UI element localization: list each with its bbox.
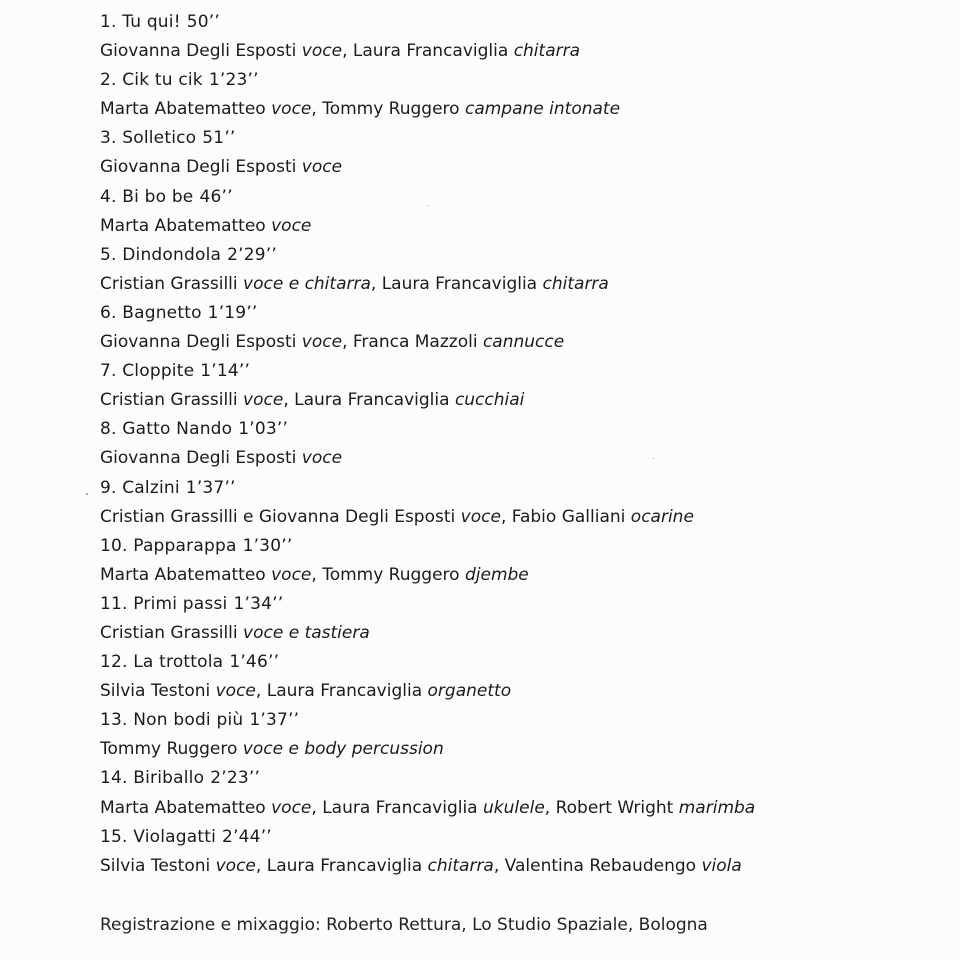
- track-credits-line: Marta Abatematteo voce, Tommy Ruggero djembe: [100, 564, 529, 585]
- track-credits-line: Giovanna Degli Esposti voce, Franca Mazzoli cannucce: [100, 332, 565, 353]
- performer-name: Silvia Testoni: [100, 855, 211, 876]
- track-title: Cik tu cik: [122, 70, 203, 91]
- performer-instrument: voce: [301, 448, 343, 469]
- performer-name: Laura Francaviglia: [322, 797, 478, 818]
- performer-name: Tommy Ruggero: [322, 564, 460, 585]
- track-title: Biriballo: [133, 768, 205, 789]
- track-title-line: [100, 648, 920, 677]
- tracklist: [100, 8, 920, 881]
- performer-name: Laura Francaviglia: [381, 273, 538, 294]
- performer-name: Laura Francaviglia: [294, 390, 450, 411]
- track-item: [100, 299, 920, 357]
- performer-instrument: voce e chitarra: [243, 273, 371, 294]
- track-title: Bagnetto: [122, 302, 202, 323]
- performer-name: Fabio Galliani: [511, 506, 626, 527]
- track-duration: 46’’: [199, 186, 233, 207]
- performer-instrument: djembe: [464, 564, 529, 585]
- track-title-line: [100, 706, 920, 735]
- track-item: [100, 241, 920, 299]
- performer-instrument: voce e body percussion: [242, 739, 444, 760]
- performer-name: Marta Abatematteo: [100, 99, 266, 120]
- track-title: Gatto Nando: [122, 419, 233, 440]
- recording-credits: Registrazione e mixaggio: Roberto Rettura, Lo Studio Spaziale, Bologna: [100, 915, 708, 935]
- track-item: [100, 590, 920, 648]
- track-title: La trottola: [133, 652, 224, 673]
- performer-name: Marta Abatematteo: [100, 215, 266, 236]
- track-credits-line: [100, 735, 920, 764]
- track-number: 4.: [100, 186, 117, 207]
- performer-instrument: voce: [271, 215, 312, 236]
- track-number: 2.: [100, 70, 117, 91]
- performer-instrument: organetto: [427, 681, 512, 702]
- track-duration: 1’14’’: [200, 361, 251, 382]
- performer-instrument: voce: [301, 332, 343, 353]
- performer-name: Cristian Grassilli: [100, 273, 238, 294]
- track-credits-line: Cristian Grassilli e Giovanna Degli Esposti voce, Fabio Galliani ocarine: [100, 506, 694, 527]
- track-credits-line: Cristian Grassilli voce e chitarra, Laura Francaviglia chitarra: [100, 273, 609, 294]
- performer-instrument: voce: [301, 41, 343, 62]
- performer-name: Laura Francaviglia: [266, 855, 423, 876]
- track-credits-line: Marta Abatematteo voce, Laura Francaviglia ukulele, Robert Wright marimba: [100, 797, 756, 818]
- track-number: 9.: [100, 477, 117, 498]
- track-title: Bi bo be: [122, 186, 194, 207]
- performer-instrument: chitarra: [427, 855, 494, 876]
- track-number: 10.: [100, 535, 128, 556]
- track-title-line: [100, 66, 920, 95]
- track-title-line: [100, 183, 920, 212]
- track-number: 7.: [100, 361, 117, 382]
- track-number: 3.: [100, 128, 117, 149]
- track-title-line: [100, 532, 920, 561]
- performer-instrument: ocarine: [630, 506, 694, 527]
- track-title: Dindondola: [122, 244, 222, 265]
- performer-instrument: chitarra: [542, 273, 609, 294]
- performer-name: Valentina Rebaudengo: [504, 855, 697, 876]
- scan-speck: [86, 493, 88, 495]
- track-duration: 1’23’’: [208, 70, 259, 91]
- performer-name: Giovanna Degli Esposti: [100, 448, 297, 469]
- performer-instrument: voce e tastiera: [243, 622, 370, 643]
- performer-name: Cristian Grassilli e Giovanna Degli Esposti: [100, 506, 456, 527]
- performer-instrument: voce: [215, 855, 256, 876]
- performer-name: Giovanna Degli Esposti: [100, 332, 297, 353]
- track-title-line: [100, 474, 920, 503]
- track-item: [100, 764, 920, 822]
- track-title: Calzini: [122, 477, 180, 498]
- track-title: Non bodi più: [133, 710, 244, 731]
- track-item: [100, 823, 920, 881]
- track-duration: 1’30’’: [242, 535, 293, 556]
- performer-name: Laura Francaviglia: [266, 681, 423, 702]
- performer-name: Laura Francaviglia: [352, 41, 509, 62]
- track-duration: 1’03’’: [238, 419, 289, 440]
- performer-name: Cristian Grassilli: [100, 622, 238, 643]
- track-item: [100, 8, 920, 66]
- track-credits-line: Silvia Testoni voce, Laura Francaviglia organetto: [100, 681, 512, 702]
- track-title-line: [100, 590, 920, 619]
- track-duration: 1’37’’: [185, 477, 236, 498]
- track-duration: 1’46’’: [229, 652, 280, 673]
- track-title: Cloppite: [122, 361, 195, 382]
- track-number: 14.: [100, 768, 128, 789]
- track-credits-line: Cristian Grassilli voce, Laura Francaviglia cucchiai: [100, 390, 525, 411]
- track-title: Papparappa: [133, 535, 237, 556]
- track-item: [100, 183, 920, 241]
- track-item: [100, 532, 920, 590]
- performer-instrument: marimba: [678, 797, 756, 818]
- track-number: 8.: [100, 419, 117, 440]
- track-number: 13.: [100, 710, 128, 731]
- performer-name: Silvia Testoni: [100, 681, 211, 702]
- performer-name: Marta Abatematteo: [100, 797, 266, 818]
- performer-name: Cristian Grassilli: [100, 390, 238, 411]
- performer-instrument: voce: [215, 681, 256, 702]
- track-title: Tu qui!: [122, 12, 181, 32]
- performer-instrument: voce: [271, 564, 312, 585]
- track-credits-line: [100, 153, 920, 182]
- track-number: 5.: [100, 244, 117, 265]
- track-item: [100, 474, 920, 532]
- track-credits-line: [100, 212, 920, 241]
- track-title-line: [100, 299, 920, 328]
- performer-instrument: voce: [271, 99, 312, 120]
- track-item: [100, 706, 920, 764]
- track-title-line: [100, 415, 920, 444]
- performer-name: Marta Abatematteo: [100, 564, 266, 585]
- track-title-line: [100, 823, 920, 852]
- track-item: [100, 648, 920, 706]
- track-duration: 2’44’’: [222, 826, 272, 847]
- performer-instrument: cucchiai: [454, 390, 525, 411]
- performer-instrument: voce: [460, 506, 501, 527]
- track-number: 15.: [100, 826, 128, 847]
- track-title: Violagatti: [133, 826, 217, 847]
- track-duration: 1’19’’: [207, 302, 258, 323]
- performer-instrument: voce: [301, 157, 343, 178]
- performer-name: Giovanna Degli Esposti: [100, 157, 297, 178]
- performer-name: Giovanna Degli Esposti: [100, 41, 297, 62]
- performer-instrument: campane intonate: [464, 99, 621, 120]
- track-title: Primi passi: [133, 593, 228, 614]
- track-number: 1.: [100, 12, 117, 32]
- track-credits-line: [100, 444, 920, 473]
- track-credits-line: Giovanna Degli Esposti voce, Laura Francaviglia chitarra: [100, 41, 581, 62]
- track-duration: 51’’: [202, 128, 236, 149]
- track-credits-line: [100, 619, 920, 648]
- track-item: [100, 415, 920, 473]
- track-title-line: [100, 764, 920, 793]
- track-item: [100, 357, 920, 415]
- track-duration: 50’’: [186, 12, 220, 32]
- performer-name: Robert Wright: [555, 797, 674, 818]
- track-duration: 2’29’’: [227, 244, 277, 265]
- scan-speck: [653, 458, 654, 459]
- performer-instrument: chitarra: [513, 41, 581, 62]
- performer-instrument: ukulele: [483, 797, 545, 818]
- track-duration: 2’23’’: [210, 768, 261, 789]
- performer-instrument: voce: [271, 797, 312, 818]
- track-title-line: [100, 241, 920, 270]
- track-title-line: [100, 357, 920, 386]
- track-duration: 1’37’’: [249, 710, 300, 731]
- performer-name: Tommy Ruggero: [322, 99, 460, 120]
- performer-name: Franca Mazzoli: [352, 332, 478, 353]
- performer-name: Tommy Ruggero: [100, 739, 238, 760]
- performer-instrument: viola: [701, 855, 742, 876]
- track-item: [100, 66, 920, 124]
- track-number: 12.: [100, 652, 128, 673]
- track-duration: 1’34’’: [233, 593, 284, 614]
- track-title-line: [100, 124, 920, 153]
- track-item: [100, 124, 920, 182]
- track-number: 11.: [100, 593, 128, 614]
- scan-speck: [428, 205, 429, 206]
- performer-instrument: voce: [243, 390, 284, 411]
- performer-instrument: cannucce: [482, 332, 565, 353]
- track-number: 6.: [100, 302, 117, 323]
- track-title-line: [100, 8, 920, 37]
- track-credits-line: Marta Abatematteo voce, Tommy Ruggero campane intonate: [100, 99, 621, 120]
- track-title: Solletico: [122, 128, 197, 149]
- track-credits-line: Silvia Testoni voce, Laura Francaviglia chitarra, Valentina Rebaudengo viola: [100, 855, 742, 876]
